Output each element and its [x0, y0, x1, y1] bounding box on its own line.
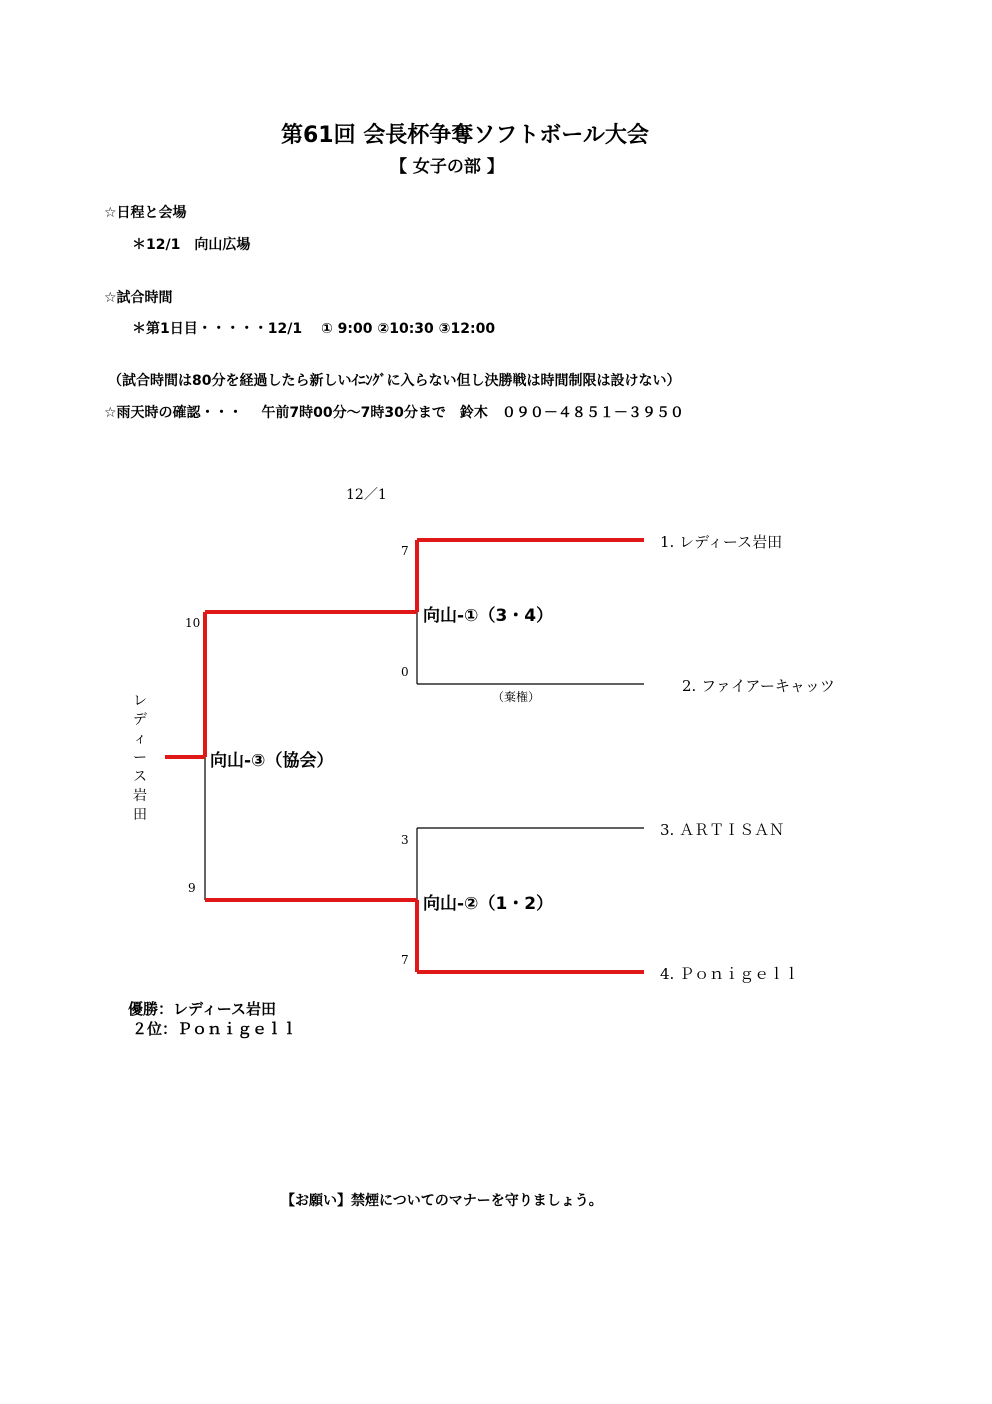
- match-1-label: 向山-①（3・4）: [423, 606, 554, 626]
- champion-vertical-label: レディース岩田: [133, 693, 147, 823]
- team-4: 4. Ｐｏｎｉｇｅｌｌ: [660, 965, 800, 983]
- match-2-label: 向山-②（1・2）: [423, 894, 554, 914]
- bracket-date: 12／1: [346, 487, 387, 503]
- final-match-label: 向山-③（協会）: [210, 751, 334, 771]
- m1-remark: （棄権）: [492, 690, 541, 704]
- footer-request: 【お願い】禁煙についてのマナーを守りましょう。: [281, 1193, 603, 1209]
- times-line: ＊第1日目・・・・・12/1 ① 9:00 ②10:30 ③12:00: [132, 321, 496, 337]
- time-limit-note: （試合時間は80分を経過したら新しいｲﾆﾝｸﾞに入らない但し決勝戦は時間制限は設けない）: [108, 373, 681, 389]
- rain-contact: ☆雨天時の確認・・・ 午前7時00分～7時30分まで 鈴木 ０９０－４８５１－３９５０: [104, 405, 684, 421]
- m2-top-score: 3: [401, 833, 409, 847]
- team-2: 2. ファイアーキャッツ: [682, 677, 835, 695]
- team-1: 1. レディース岩田: [660, 533, 783, 551]
- division-subtitle: 【 女子の部 】: [390, 157, 504, 177]
- second-place-result: ２位：Ｐｏｎｉｇｅｌｌ: [132, 1020, 298, 1038]
- schedule-heading: ☆日程と会場: [104, 205, 187, 221]
- schedule-line: ＊12/1 向山広場: [132, 237, 251, 253]
- winner-result: 優勝：レディース岩田: [128, 1000, 277, 1018]
- team-3: 3. ＡＲＴＩＳＡＮ: [660, 821, 785, 839]
- final-top-score: 10: [185, 616, 201, 630]
- page-title: 第61回 会長杯争奪ソフトボール大会: [281, 123, 649, 148]
- final-bottom-score: 9: [188, 881, 196, 895]
- m1-top-score: 7: [401, 544, 409, 558]
- m1-bottom-score: 0: [401, 665, 409, 679]
- m2-bottom-score: 7: [401, 953, 409, 967]
- times-heading: ☆試合時間: [104, 290, 173, 306]
